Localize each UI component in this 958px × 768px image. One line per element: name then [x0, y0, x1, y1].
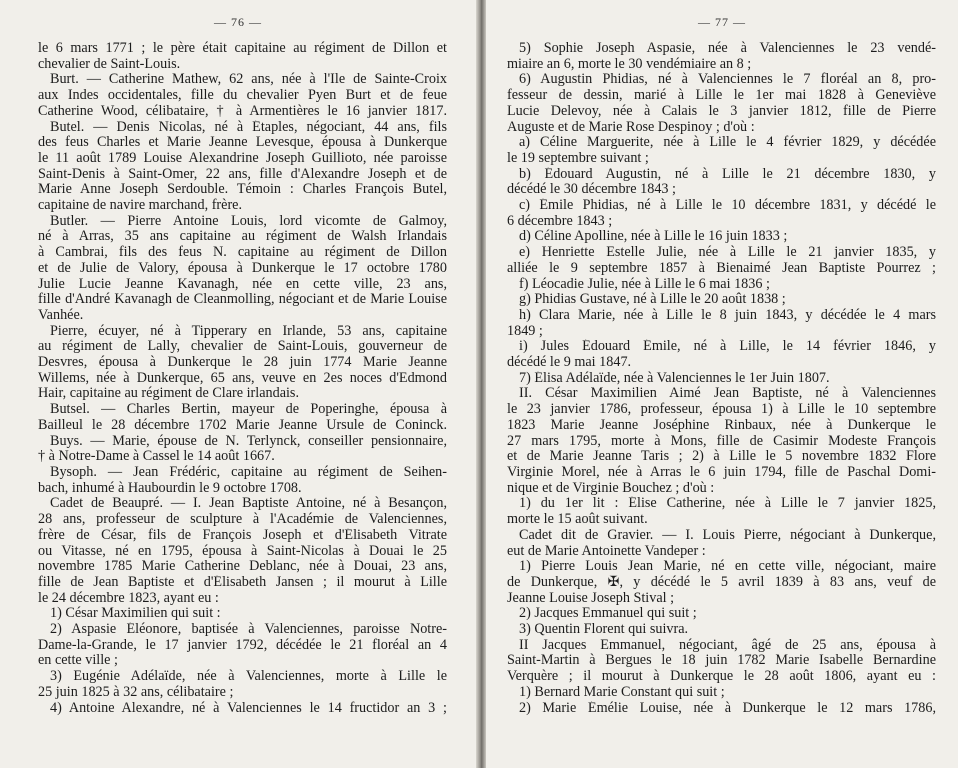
- text-line: Burt. — Catherine Mathew, 62 ans, née à l'Ile de Sainte-Croix: [50, 72, 447, 88]
- text-line: à Cambrai, fils des feus N. capitaine au régiment de Dillon: [38, 245, 447, 261]
- text-line: Saint-Martin à Bergues le 18 juin 1782 Marie Isabelle Bernardine: [507, 653, 936, 669]
- text-line: 2) Jacques Emmanuel qui suit ;: [519, 606, 697, 622]
- text-line: II Jacques Emmanuel, négociant, âgé de 25 ans, épousa à: [519, 637, 936, 653]
- text-line: 5) Sophie Joseph Aspasie, née à Valenciennes le 23 vendé-: [519, 41, 936, 56]
- text-line: Bailleul le 28 décembre 1702 Marie Jeanne Ursule de Coninck.: [38, 417, 447, 433]
- text-line: le 24 décembre 1823, ayant eu :: [38, 590, 219, 606]
- text-line: 3) Quentin Florent qui suivra.: [519, 622, 689, 638]
- text-line: de Dunkerque, ✠, y décédé le 5 avril 1839 à 83 ans, veuf de: [507, 574, 936, 590]
- text-line: né à Arras, 35 ans capitaine au régiment de Walsh Irlandais: [38, 229, 447, 245]
- text-line: Vanhée.: [38, 307, 84, 323]
- text-line: Julie Lucie Jeanne Kavanagh, née en cette ville, 23 ans,: [38, 276, 447, 292]
- text-line: 6) Augustin Phidias, né à Valenciennes le 7 floréal an 8, pro-: [519, 72, 936, 88]
- text-line: Desvres, épousa à Dunkerque le 28 juin 1774 Marie Jeanne: [38, 355, 447, 371]
- text-line: g) Phidias Gustave, né à Lille le 20 août 1838 ;: [519, 292, 786, 308]
- text-line: Butsel. — Charles Bertin, mayeur de Poperinghe, épousa à: [50, 402, 447, 418]
- book-gutter: [476, 0, 486, 768]
- text-line: fille de Jean Baptiste et d'Élisabeth Jansen ; il mourut à Lille: [38, 574, 447, 590]
- text-line: et de Julie de Valory, épousa à Dunkerque le 17 octobre 1780: [38, 260, 447, 276]
- text-line: Cadet de Beaupré. — I. Jean Baptiste Antoine, né à Besançon,: [50, 496, 447, 512]
- text-line: 6 décembre 1843 ;: [507, 213, 613, 229]
- text-line: 27 mars 1795, morte à Mons, fille de Casimir Modeste François: [507, 433, 936, 449]
- text-line: capitaine de navire marchand, frère.: [38, 198, 243, 214]
- text-line: f) Léocadie Julie, née à Lille le 6 mai 1836 ;: [519, 276, 770, 292]
- text-line: le 6 mars 1771 ; le père était capitaine au régiment de Dillon et: [38, 41, 447, 56]
- text-line: le 23 janvier 1786, professeur, épousa 1) à Lille le 10 septembre: [507, 402, 936, 418]
- text-line: 2) Marie Émélie Louise, née à Dunkerque le 12 mars 1786,: [519, 700, 936, 716]
- text-line: au régiment de Lally, chevalier de Saint-Louis, gouverneur de: [38, 339, 447, 355]
- text-line: 3) Eugénie Adélaïde, née à Valenciennes, morte à Lille le: [50, 669, 447, 685]
- text-line: Verquère ; il mourut à Dunkerque le 28 août 1806, ayant eu :: [507, 669, 936, 685]
- text-line: le 19 septembre suivant ;: [507, 150, 649, 166]
- text-line: II. César Maximilien Aimé Jean Baptiste, né à Valenciennes: [519, 386, 936, 402]
- text-line: Saint-Denis à Saint-Omer, 22 ans, fille d'Alexandre Joseph et de: [38, 166, 447, 182]
- text-line: chevalier de Saint-Louis.: [38, 56, 181, 72]
- page-number-right: — 77 —: [698, 15, 746, 29]
- text-line: morte le 15 août suivant.: [507, 512, 648, 528]
- text-line: 25 juin 1825 à 32 ans, célibataire ;: [38, 684, 234, 700]
- right-page-text: [507, 41, 936, 716]
- text-line: Marie Anne Joseph Serdouble. Témoin : Charles François Butel,: [38, 182, 447, 198]
- text-line: † à Notre-Dame à Cassel le 14 août 1667.: [38, 449, 275, 465]
- text-line: h) Clara Marie, née à Lille le 8 juin 1843, y décédée le 4 mars: [519, 307, 936, 323]
- text-line: c) Émile Phidias, né à Lille le 10 décembre 1831, y décédé le: [519, 198, 936, 214]
- text-line: 2) Aspasie Éléonore, baptisée à Valenciennes, paroisse Notre-: [50, 622, 447, 638]
- text-line: Jeanne Louise Joseph Stival ;: [507, 590, 675, 606]
- text-line: Butler. — Pierre Antoine Louis, lord vicomte de Galmoy,: [50, 213, 447, 229]
- text-line: Cadet dit de Gravier. — I. Louis Pierre, négociant à Dunkerque,: [519, 527, 936, 543]
- right-page: [486, 0, 958, 768]
- text-line: Willems, née à Dunkerque, 65 ans, veuve en 2es noces d'Edmond: [38, 370, 447, 386]
- text-line: 7) Élisa Adélaïde, née à Valenciennes le 1er Juin 1807.: [519, 370, 830, 386]
- text-line: 1) du 1er lit : Élise Catherine, née à Lille le 7 janvier 1825,: [519, 496, 936, 512]
- text-line: Dame-la-Grande, le 17 janvier 1792, décédée le 21 floréal an 4: [38, 637, 447, 653]
- text-line: ou Vitasse, né en 1795, épousa à Saint-Nicolas à Douai le 25: [38, 543, 447, 559]
- text-line: i) Jules Édouard Émile, né à Lille, le 14 février 1846, y: [519, 339, 936, 355]
- text-line: décédé le 30 décembre 1843 ;: [507, 182, 676, 198]
- text-line: miaire an 6, morte le 30 vendémiaire an 8 ;: [507, 56, 752, 72]
- text-line: Butel. — Denis Nicolas, né à Étaples, négociant, 44 ans, fils: [50, 119, 447, 135]
- left-page: [0, 0, 476, 768]
- text-line: d) Céline Apolline, née à Lille le 16 juin 1833 ;: [519, 229, 788, 245]
- text-line: Lucie Delevoy, née à Calais le 3 janvier 1812, fille de Pierre: [507, 103, 936, 119]
- text-line: novembre 1785 Marie Catherine Deblanc, née à Douai, 23 ans,: [38, 559, 447, 575]
- text-line: e) Henriette Estelle Julie, née à Lille le 21 janvier 1835, y: [519, 245, 936, 261]
- text-line: Virginie Morel, née à Arras le 6 juin 1794, fille de Paschal Domi-: [507, 464, 936, 480]
- text-line: b) Édouard Augustin, né à Lille le 21 décembre 1830, y: [519, 166, 936, 182]
- text-line: fesseur de dessin, marié à Lille le 1er mai 1828 à Geneviève: [507, 88, 936, 104]
- text-line: 1823 Marie Jeanne Joséphine Rinbaux, née à Dunkerque le: [507, 417, 936, 433]
- text-line: frère de César, fils de François Joseph et d'Élisabeth Vitrate: [38, 527, 447, 543]
- text-line: des feus Charles et Marie Jeanne Levesque, épousa à Dunkerque: [38, 135, 447, 151]
- text-line: le 11 août 1789 Louise Alexandrine Joseph Guillioto, née paroisse: [38, 150, 447, 166]
- page-number-left: — 76 —: [214, 15, 262, 29]
- text-line: alliée le 9 septembre 1857 à Bienaimé Jean Baptiste Pourrez ;: [507, 260, 936, 276]
- text-line: et de Marie Jeanne Taris ; 2) à Lille le 5 novembre 1832 Flore: [507, 449, 936, 465]
- text-line: 28 ans, professeur de sculpture à l'Académie de Valenciennes,: [38, 512, 447, 528]
- text-line: eut de Marie Antoinette Vandeper :: [507, 543, 706, 559]
- text-line: bach, inhumé à Haubourdin le 9 octobre 1708.: [38, 480, 302, 496]
- text-line: Pierre, écuyer, né à Tipperary en Irlande, 53 ans, capitaine: [50, 323, 447, 339]
- text-line: Hair, capitaine au régiment de Clare irlandais.: [38, 386, 299, 402]
- text-line: décédé le 9 mai 1847.: [507, 355, 632, 371]
- text-line: 1849 ;: [507, 323, 543, 339]
- text-line: en cette ville ;: [38, 653, 118, 669]
- text-line: 1) César Maximilien qui suit :: [50, 606, 221, 622]
- text-line: a) Céline Marguerite, née à Lille le 4 février 1829, y décédée: [519, 135, 936, 151]
- text-line: Bysoph. — Jean Frédéric, capitaine au régiment de Seihen-: [50, 464, 447, 480]
- text-line: 4) Antoine Alexandre, né à Valenciennes le 14 fructidor an 3 ;: [50, 700, 447, 716]
- text-line: nique et de Virginie Bouchez ; d'où :: [507, 480, 715, 496]
- text-line: fille d'André Kavanagh de Cleanmolling, négociant et de Marie Louise: [38, 292, 447, 308]
- text-line: Buys. — Marie, épouse de N. Terlynck, conseiller pensionnaire,: [50, 433, 447, 449]
- left-page-text: [38, 41, 447, 716]
- text-line: aux Indes occidentales, fille du chevalier Pyen Burt et de feue: [38, 88, 447, 104]
- text-line: 1) Pierre Louis Jean Marie, né en cette ville, négociant, maire: [519, 559, 936, 575]
- text-line: Auguste et de Marie Rose Despinoy ; d'où :: [507, 119, 755, 135]
- text-line: Catherine Wood, célibataire, † à Armentières le 16 janvier 1817.: [38, 103, 447, 119]
- text-line: 1) Bernard Marie Constant qui suit ;: [519, 684, 725, 700]
